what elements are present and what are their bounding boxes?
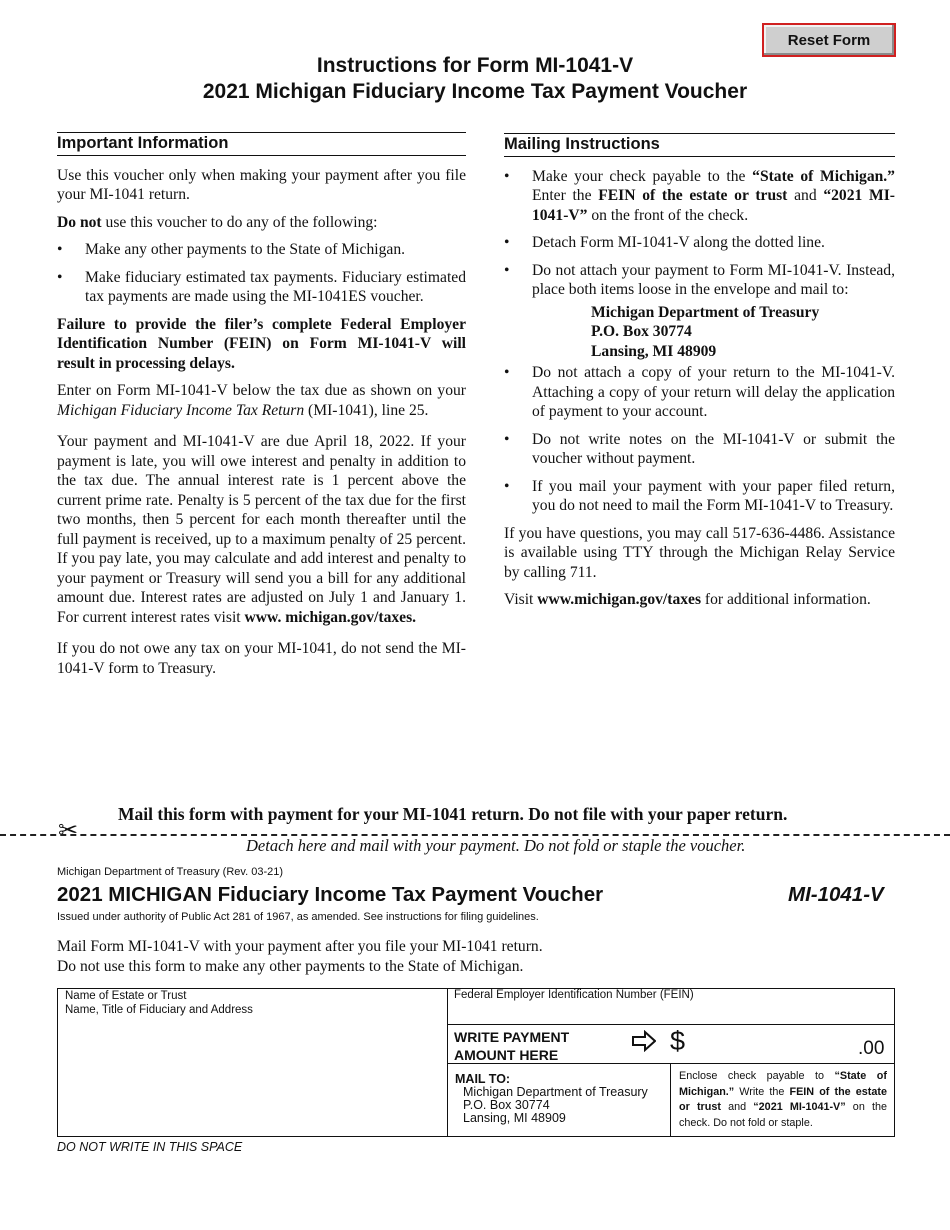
fein-warning: Failure to provide the filer’s complete Federal Employer Identification Number (FEIN) on Form MI-1041-V will result in processing delays.	[57, 315, 466, 372]
voucher-divider-fein	[447, 1024, 895, 1025]
mailing-instructions-section	[504, 133, 895, 618]
estate-name-label: Name of Estate or Trust	[65, 990, 187, 1002]
name-address-field[interactable]	[65, 989, 253, 1017]
fiduciary-address-label: Name, Title of Fiduciary and Address	[65, 1004, 253, 1016]
mailing-bullet-2: • Detach Form MI-1041-V along the dotted line.	[504, 233, 895, 253]
voucher-intro-line-2: Do not use this form to make any other payments to the State of Michigan.	[57, 957, 524, 975]
important-p6: If you do not owe any tax on your MI-1041, do not send the MI-1041-V form to Treasury.	[57, 640, 466, 677]
voucher-title: 2021 MICHIGAN Fiduciary Income Tax Payment Voucher	[57, 883, 604, 906]
mail-to-block	[455, 1073, 648, 1125]
authority-notice: Issued under authority of Public Act 281 of 1967, as amended. See instructions for filing guidelines.	[57, 911, 539, 923]
mailing-instructions-heading: Mailing Instructions	[504, 133, 895, 157]
fein-label: Federal Employer Identification Number (FEIN)	[454, 989, 694, 1001]
department-revision: Michigan Department of Treasury (Rev. 03-21)	[57, 866, 283, 878]
detach-instruction: Detach here and mail with your payment. Do not fold or staple the voucher.	[246, 836, 746, 855]
reset-form-button[interactable]: Reset Form	[762, 23, 896, 57]
payment-amount-label: WRITE PAYMENT AMOUNT HERE	[454, 1029, 570, 1063]
mail-to-label: MAIL TO:	[455, 1072, 511, 1086]
important-bullet-2: • Make fiduciary estimated tax payments. Fiduciary estimated tax payments are made using the MI-1041ES voucher.	[57, 268, 466, 307]
mailing-address-line-2: P.O. Box 30774	[591, 323, 692, 340]
mail-notice: Mail this form with payment for your MI-1041 return. Do not file with your paper return.	[118, 804, 788, 824]
treasury-taxes-link: www. michigan.gov/taxes.	[244, 608, 417, 626]
mailing-bullet-5: • Do not write notes on the MI-1041-V or submit the voucher without payment.	[504, 430, 895, 469]
mailing-bullet-3: • Do not attach your payment to Form MI-1041-V. Instead, place both items loose in the envelope and mail to:	[504, 261, 895, 300]
page-title: Instructions for Form MI-1041-V	[316, 54, 634, 77]
visit-paragraph: Visit www.michigan.gov/taxes for additional information.	[504, 591, 871, 608]
fein-field[interactable]	[454, 989, 892, 1023]
important-p4: Enter on Form MI-1041-V below the tax due as shown on your Michigan Fiduciary Income Tax Return (MI-1041), line 25.	[57, 382, 466, 419]
page-subtitle: 2021 Michigan Fiduciary Income Tax Payment Voucher	[202, 80, 748, 103]
enclose-instructions: Enclose check payable to “State of Michigan.” Write the FEIN of the estate or trust and “2021 MI-1041-V” on the check. Do not fold or staple.	[679, 1070, 887, 1129]
mailing-bullet-4: • Do not attach a copy of your return to the MI-1041-V. Attaching a copy of your return will delay the application of payment to your account.	[504, 363, 895, 422]
important-bullet-1: • Make any other payments to the State of Michigan.	[57, 240, 466, 260]
questions-paragraph: If you have questions, you may call 517-636-4486. Assistance is available using TTY through the Michigan Relay Service by calling 711.	[504, 524, 895, 581]
due-date-paragraph: Your payment and MI-1041-V are due April 18, 2022. If your payment is late, you will owe interest and penalty in addition to the tax due. The annual interest rate is 1 percent above the current prime rate. Penalty is 5 percent of the tax due for the first two months, then 5 percent for each month thereafter until the full payment is received, up to a maximum penalty of 25 percent. If you pay late, you may calculate and add interest and penalty to your payment or Treasury will send you a bill for any additional amount due. Interest rates are adjusted on July 1 and January 1. For current interest rates visit www. michigan.gov/taxes.	[57, 433, 466, 626]
form-id: MI-1041-V	[788, 883, 884, 906]
mail-to-line-1: Michigan Department of Treasury	[463, 1085, 648, 1099]
voucher-divider-mailto	[670, 1063, 671, 1137]
mailing-bullet-1: • Make your check payable to the “State of Michigan.” Enter the FEIN of the estate or trust and “2021 MI-1041-V” on the front of the check.	[504, 167, 895, 226]
do-not-write-notice: DO NOT WRITE IN THIS SPACE	[57, 1140, 243, 1154]
important-information-section	[57, 132, 466, 686]
mailing-bullet-6: • If you mail your payment with your paper filed return, you do not need to mail the Form MI-1041-V to Treasury.	[504, 477, 895, 516]
dollar-sign: $	[670, 1026, 686, 1056]
mail-to-line-3: Lansing, MI 48909	[463, 1111, 566, 1125]
mailing-address-line-3: Lansing, MI 48909	[591, 342, 717, 360]
scissors-icon: ✂	[58, 816, 79, 844]
right-arrow-icon	[632, 1030, 656, 1052]
important-p2: Do not use this voucher to do any of the following:	[57, 213, 378, 231]
cents-suffix: .00	[858, 1038, 885, 1059]
mail-to-line-2: P.O. Box 30774	[463, 1098, 550, 1112]
mailing-address-line-1: Michigan Department of Treasury	[591, 303, 820, 321]
voucher-intro-line-1: Mail Form MI-1041-V with your payment after you file your MI-1041 return.	[57, 938, 543, 955]
voucher-intro	[57, 937, 543, 976]
important-p1: Use this voucher only when making your payment after you file your MI-1041 return.	[57, 166, 466, 203]
important-information-heading: Important Information	[57, 132, 466, 156]
